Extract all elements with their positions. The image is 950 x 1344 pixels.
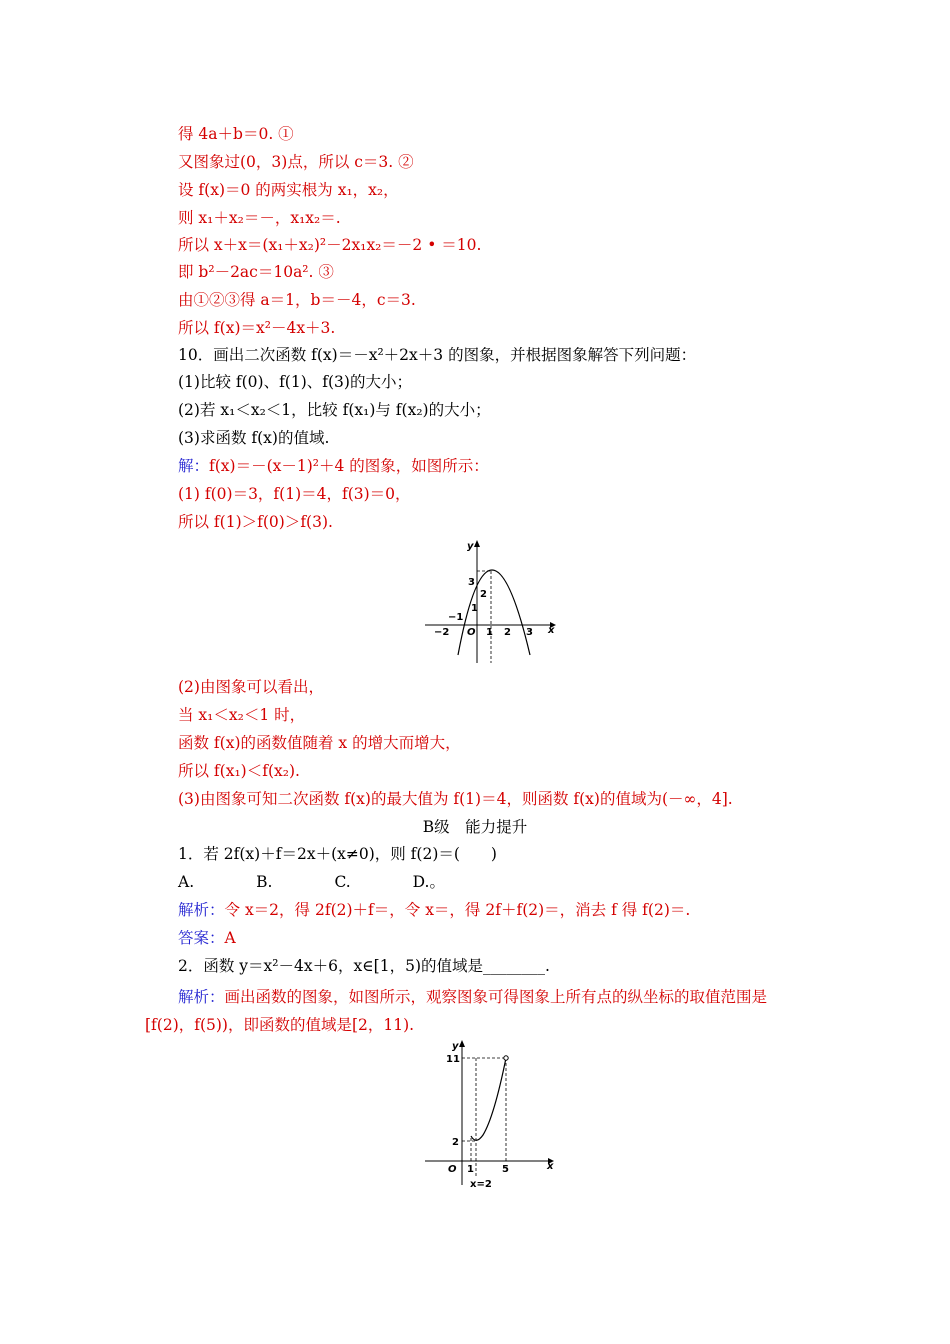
graph2-y-label: y	[452, 1041, 459, 1052]
line-2: 又图象过(0，3)点，所以 c＝3. ②	[178, 153, 414, 171]
solution-10-part-2b: 当 x₁＜x₂＜1 时，	[178, 706, 306, 724]
graph2-open-endpoint	[504, 1056, 508, 1060]
graph1-tick-x-neg2: −2	[434, 627, 450, 638]
graph1-tick-x-neg1: −1	[448, 612, 464, 623]
graph2-tick-x-5: 5	[502, 1164, 509, 1175]
problem-2: 2．函数 y＝x²－4x＋6，x∈[1，5)的值域是________.	[178, 957, 550, 975]
problem-1-solution	[178, 900, 690, 920]
problem-2-solution	[145, 983, 815, 1039]
solution-10-part-2a: (2)由图象可以看出，	[178, 678, 324, 696]
question-10-part-2: (2)若 x₁＜x₂＜1，比较 f(x₁)与 f(x₂)的大小；	[178, 401, 491, 419]
graph1-tick-x-1: 1	[486, 627, 493, 638]
graph2-tick-y-2: 2	[452, 1137, 459, 1148]
line-3: 设 f(x)＝0 的两实根为 x₁，x₂，	[178, 181, 399, 199]
line-7: 由①②③得 a＝1，b＝－4，c＝3.	[178, 291, 416, 309]
graph1-y-label: y	[467, 541, 474, 552]
problem-1: 1．若 2f(x)＋f＝2x＋(x≠0)，则 f(2)＝( )	[178, 845, 497, 863]
value-range-graph	[420, 1035, 560, 1195]
graph1-x-label: x	[548, 625, 555, 636]
problem-2-solution-label: 解析：	[178, 988, 225, 1006]
problem-1-solution-text: 令 x＝2，得 2f(2)＋f＝，令 x＝，得 2f＋f(2)＝，消去 f 得 f(2)＝.	[224, 901, 691, 919]
problem-1-answer	[178, 928, 236, 948]
solution-text: f(x)＝－(x－1)²＋4 的图象，如图所示：	[209, 457, 489, 475]
graph1-tick-x-2: 2	[504, 627, 511, 638]
problem-1-solution-label: 解析：	[178, 901, 225, 919]
graph1-origin: O	[467, 627, 476, 638]
graph1-y-arrow	[474, 540, 480, 547]
question-10: 10．画出二次函数 f(x)＝－x²＋2x＋3 的图象，并根据图象解答下列问题：	[178, 346, 697, 364]
graph1-tick-y-3: 3	[468, 577, 475, 588]
problem-1-options: A. B. C. D.。	[178, 873, 445, 891]
line-5: 所以 x＋x＝(x₁＋x₂)²－2x₁x₂＝－2 • ＝10.	[178, 236, 482, 254]
graph1-tick-x-3: 3	[526, 627, 533, 638]
solution-10-part-2c: 函数 f(x)的函数值随着 x 的增大而增大，	[178, 734, 461, 752]
problem-1-answer-value: A	[224, 929, 236, 947]
solution-10-part-1b: 所以 f(1)＞f(0)＞f(3).	[178, 513, 333, 531]
graph1-tick-y-1: 1	[471, 603, 478, 614]
solution-10-part-2d: 所以 f(x₁)＜f(x₂).	[178, 762, 300, 780]
graph2-tick-x-1: 1	[467, 1164, 474, 1175]
solution-10-intro	[178, 456, 489, 476]
section-heading: B级 能力提升	[422, 818, 528, 836]
graph2-tick-y-11: 11	[446, 1054, 460, 1065]
graph2-y-arrow	[459, 1040, 465, 1047]
line-6: 即 b²－2ac＝10a². ③	[178, 263, 334, 281]
line-8: 所以 f(x)＝x²－4x＋3.	[178, 319, 336, 337]
solution-label: 解：	[178, 457, 210, 475]
graph2-origin: O	[448, 1164, 457, 1175]
problem-2-solution-text: 画出函数的图象，如图所示，观察图象可得图象上所有点的纵坐标的取值范围是[f(2)，f(5))，即函数的值域是[2，11).	[145, 988, 768, 1034]
parabola-graph	[420, 535, 560, 670]
solution-10-part-1a: (1) f(0)＝3，f(1)＝4，f(3)＝0，	[178, 485, 411, 503]
solution-10-part-3: (3)由图象可知二次函数 f(x)的最大值为 f(1)＝4，则函数 f(x)的值域为(－∞，4].	[178, 790, 733, 808]
problem-1-answer-label: 答案：	[178, 929, 225, 947]
graph2-note-x2: x=2	[470, 1179, 492, 1190]
graph2-x-label: x	[547, 1161, 554, 1172]
line-4: 则 x₁＋x₂＝－，x₁x₂＝.	[178, 209, 341, 227]
question-10-part-1: (1)比较 f(0)、f(1)、f(3)的大小；	[178, 373, 412, 391]
graph1-tick-y-2: 2	[480, 589, 487, 600]
question-10-part-3: (3)求函数 f(x)的值域.	[178, 429, 330, 447]
line-1: 得 4a＋b＝0. ①	[178, 125, 294, 143]
